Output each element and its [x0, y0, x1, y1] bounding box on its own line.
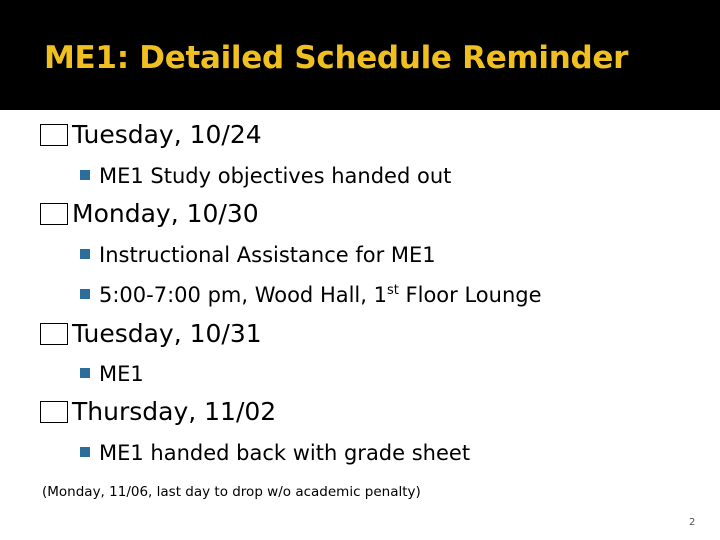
superscript: st: [386, 283, 399, 298]
list-subitem-3: [80, 283, 542, 307]
item-text: Instructional Assistance for ME1: [99, 243, 436, 267]
square-bullet-icon: [80, 170, 90, 180]
square-bullet-icon: [80, 447, 90, 457]
slide-title: ME1: Detailed Schedule Reminder: [44, 40, 629, 76]
item-text: Monday, 10/30: [72, 199, 259, 228]
list-subitem-2: [80, 243, 436, 267]
item-text: ME1 Study objectives handed out: [99, 164, 452, 188]
item-text: [99, 283, 542, 307]
list-item-date-2: [40, 199, 259, 228]
item-text-part: 5:00-7:00 pm, Wood Hall, 1: [99, 283, 387, 307]
square-bullet-icon: [80, 249, 90, 259]
item-text: ME1: [99, 362, 144, 386]
list-subitem-4: [80, 362, 144, 386]
list-subitem-1: [80, 164, 451, 188]
square-bullet-icon: [80, 368, 90, 378]
missing-glyph-bullet-icon: [40, 203, 68, 225]
missing-glyph-bullet-icon: [40, 401, 68, 423]
square-bullet-icon: [80, 289, 90, 299]
item-text: Tuesday, 10/31: [72, 319, 262, 348]
page-number: 2: [689, 517, 696, 528]
list-item-date-3: [40, 319, 262, 348]
list-subitem-5: [80, 441, 470, 465]
missing-glyph-bullet-icon: [40, 124, 68, 146]
list-item-date-1: [40, 120, 262, 149]
item-text: ME1 handed back with grade sheet: [99, 441, 471, 465]
title-bar: [0, 0, 720, 110]
item-text: Thursday, 11/02: [72, 397, 277, 426]
footnote: (Monday, 11/06, last day to drop w/o academic penalty): [42, 484, 421, 500]
item-text: Tuesday, 10/24: [72, 120, 262, 149]
item-text-part: Floor Lounge: [398, 283, 542, 307]
missing-glyph-bullet-icon: [40, 323, 68, 345]
list-item-date-4: [40, 397, 276, 426]
